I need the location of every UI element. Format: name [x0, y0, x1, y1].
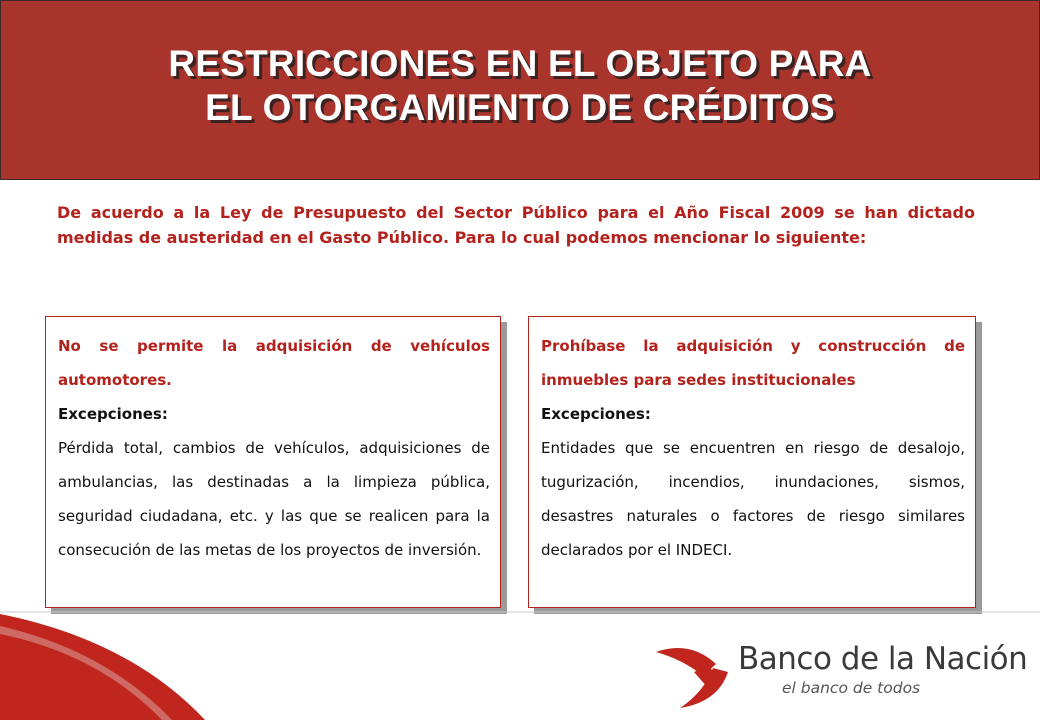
- restriction-lead: Prohíbase la adquisición y construcción de inmuebles para sedes institucionales: [541, 337, 965, 389]
- footer-swoosh-highlight: [0, 626, 172, 720]
- exceptions-label: Excepciones:: [541, 405, 651, 423]
- restriction-box-vehicles: [45, 316, 501, 608]
- exceptions-body: Pérdida total, cambios de vehículos, adquisiciones de ambulancias, las destinadas a la limpieza pública, seguridad ciudadana, etc. y las que se realicen para la consecución de las metas de los proyectos de inversión.: [58, 439, 490, 559]
- bank-logo-chevron-icon: [656, 648, 728, 708]
- exceptions-label: Excepciones:: [58, 405, 168, 423]
- restriction-box-buildings: [528, 316, 976, 608]
- page-title-line-1: RESTRICCIONES EN EL OBJETO PARA: [168, 43, 872, 84]
- bank-logo-tagline: el banco de todos: [782, 679, 921, 697]
- bank-logo: [738, 640, 1027, 698]
- restriction-lead: No se permite la adquisición de vehículos automotores.: [58, 337, 490, 389]
- page-title: [0, 42, 1040, 130]
- page-title-line-2: EL OTORGAMIENTO DE CRÉDITOS: [205, 87, 835, 128]
- bank-logo-name: Banco de la Nación: [738, 641, 1028, 677]
- exceptions-body: Entidades que se encuentren en riesgo de desalojo, tugurización, incendios, inundaciones, sismos, desastres naturales o factores de riesgo similares declarados por el INDECI.: [541, 439, 965, 559]
- footer-swoosh: [0, 614, 205, 720]
- intro-paragraph: De acuerdo a la Ley de Presupuesto del Sector Público para el Año Fiscal 2009 se han dictado medidas de austeridad en el Gasto Público. Para lo cual podemos mencionar lo siguiente:: [57, 203, 975, 247]
